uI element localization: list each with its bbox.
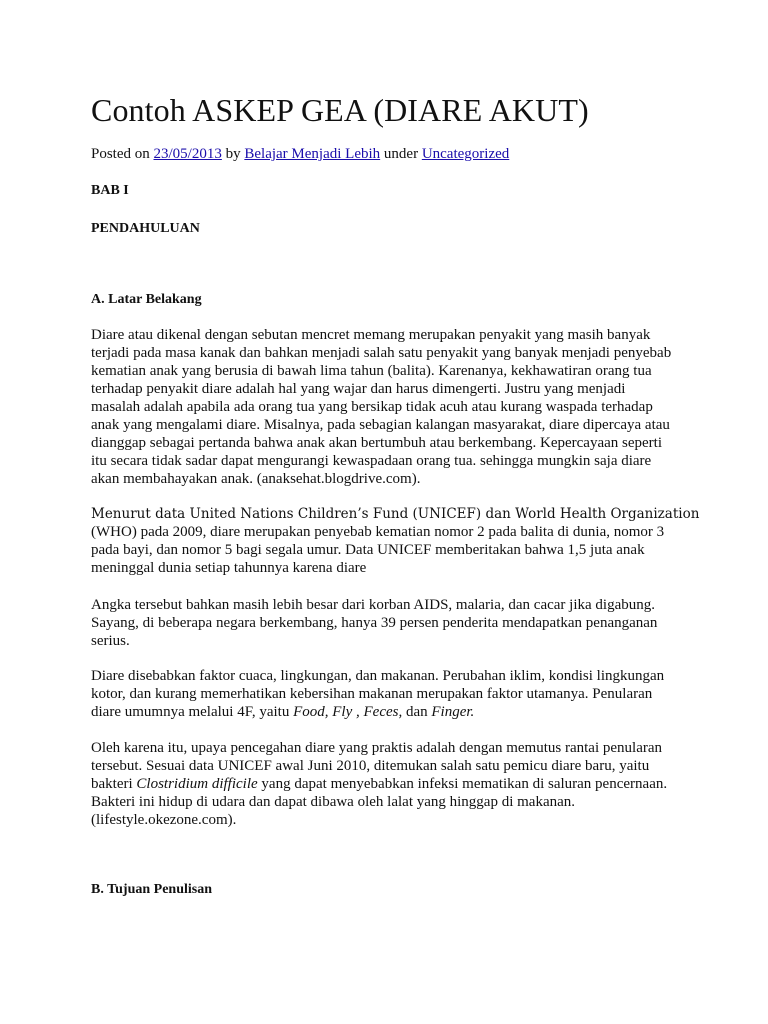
post-meta xyxy=(91,146,509,163)
paragraph-unicef-who xyxy=(91,505,700,577)
text-line: Sayang, di beberapa negara berkembang, hanya 39 persen penderita mendapatkan penanganan xyxy=(91,615,658,631)
text-span: diare umumnya melalui 4F, yaitu xyxy=(91,704,294,720)
text-line: Diare disebabkan faktor cuaca, lingkungan, dan makanan. Perubahan iklim, kondisi lingkungan xyxy=(91,668,665,684)
text-line: kotor, dan kurang memerhatikan kebersihan makanan merupakan faktor utamanya. Penularan xyxy=(91,686,653,702)
text-line: (lifestyle.okezone.com). xyxy=(91,812,237,828)
chapter-heading: BAB I xyxy=(91,183,129,198)
text-line: Bakteri ini hidup di udara dan dapat dibawa oleh lalat yang hinggap di makanan. xyxy=(91,794,576,810)
text-span: yang dapat menyebabkan infeksi mematikan di saluran pencernaan. xyxy=(257,776,668,792)
italic-text: Food, Fly , Feces, xyxy=(293,704,403,720)
text-line: tersebut. Sesuai data UNICEF awal Juni 2010, ditemukan salah satu pemicu diare baru, yaitu xyxy=(91,758,650,774)
pendahuluan-heading: PENDAHULUAN xyxy=(91,221,200,236)
paragraph-penyebab xyxy=(91,667,681,721)
text-line: serius. xyxy=(91,633,130,649)
text-line: itu secara tidak sadar dapat mengurangi kewaspadaan orang tua. sehingga mungkin saja diare xyxy=(91,453,652,469)
author-link[interactable]: Belajar Menjadi Lebih xyxy=(244,146,381,162)
text-line xyxy=(91,703,681,721)
text-line: pada bayi, dan nomor 5 bagi segala umur. Data UNICEF memberitakan bahwa 1,5 juta anak xyxy=(91,542,645,558)
under-label: under xyxy=(383,146,419,162)
paragraph-latar-belakang-1 xyxy=(91,326,681,488)
text-line: (WHO) pada 2009, diare merupakan penyebab kematian nomor 2 pada balita di dunia, nomor 3 xyxy=(91,524,665,540)
post-title: Contoh ASKEP GEA (DIARE AKUT) xyxy=(91,92,589,128)
text-line: terhadap penyakit diare adalah hal yang wajar dan harus dimengerti. Justru yang menjadi xyxy=(91,381,626,397)
paragraph-pencegahan xyxy=(91,739,681,829)
italic-text: Clostridium difficile xyxy=(136,776,258,792)
text-line: terjadi pada masa kanak dan bahkan menjadi salah satu penyakit yang banyak menjadi penyebab xyxy=(91,345,672,361)
category-link[interactable]: Uncategorized xyxy=(421,146,510,162)
posted-on-label: Posted on xyxy=(91,146,150,162)
text-line: akan membahayakan anak. (anaksehat.blogdrive.com). xyxy=(91,471,421,487)
paragraph-angka xyxy=(91,596,681,650)
text-span: bakteri xyxy=(91,776,137,792)
text-span: dan xyxy=(402,704,432,720)
text-line: dianggap sebagai pertanda bahwa anak akan bertumbuh atau berkembang. Kepercayaan seperti xyxy=(91,435,662,451)
text-line: meninggal dunia setiap tahunnya karena diare xyxy=(91,560,367,576)
text-line: kematian anak yang berusia di bawah lima tahun (balita). Karenanya, kekhawatiran orang tua xyxy=(91,363,652,379)
post-date-link[interactable]: 23/05/2013 xyxy=(153,146,222,162)
text-line: Menurut data United Nations Children’s Fund (UNICEF) dan World Health Organization xyxy=(91,506,700,522)
text-line: masalah adalah apabila ada orang tua yang bersikap tidak acuh atau kurang waspada terhadap xyxy=(91,399,653,415)
section-b-heading: B. Tujuan Penulisan xyxy=(91,882,213,897)
by-label: by xyxy=(225,146,241,162)
section-a-heading: A. Latar Belakang xyxy=(91,292,202,307)
text-line xyxy=(91,775,681,793)
text-line: Diare atau dikenal dengan sebutan mencret memang merupakan penyakit yang masih banyak xyxy=(91,327,651,343)
text-line: Oleh karena itu, upaya pencegahan diare yang praktis adalah dengan memutus rantai penularan xyxy=(91,740,663,756)
text-line: anak yang mengalami diare. Misalnya, pada sebagian kalangan masyarakat, diare dipercaya atau xyxy=(91,417,670,433)
italic-text: Finger. xyxy=(431,704,475,720)
text-line: Angka tersebut bahkan masih lebih besar dari korban AIDS, malaria, dan cacar jika digabung. xyxy=(91,597,655,613)
